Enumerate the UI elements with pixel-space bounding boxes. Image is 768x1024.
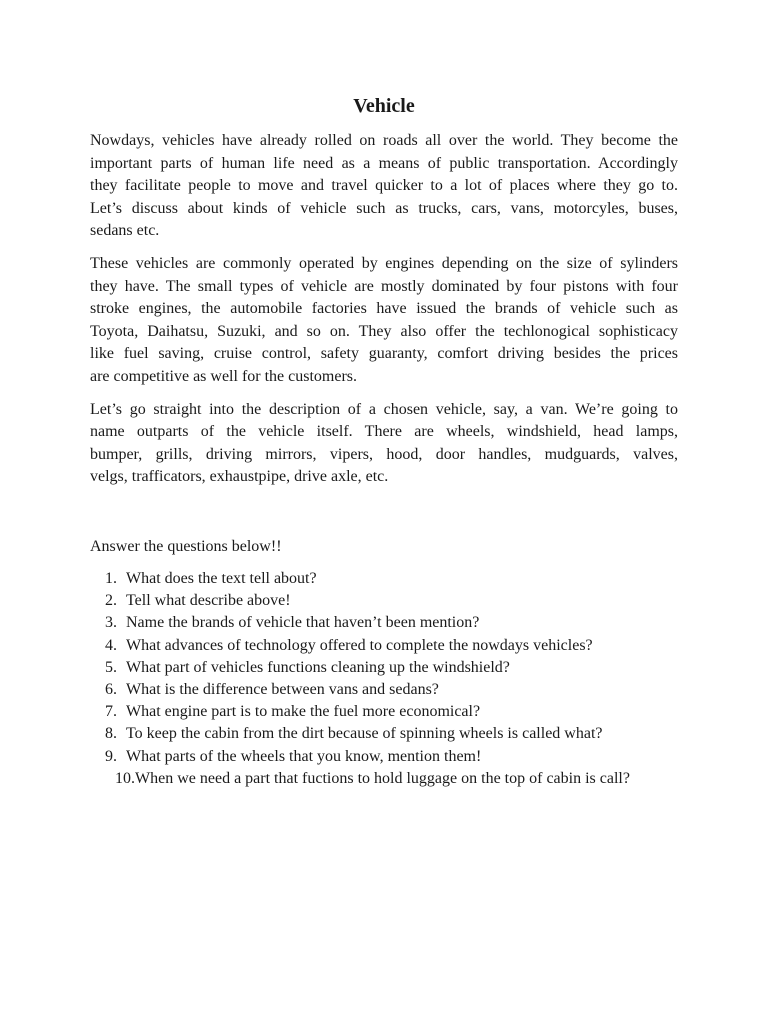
question-item <box>90 657 678 679</box>
question-text: What does the text tell about? <box>126 569 317 587</box>
paragraph-line: stroke engines, the automobile factories have issued the brands of vehicle such as <box>90 300 678 318</box>
document-title: Vehicle <box>353 95 415 117</box>
paragraph-line: are competitive as well for the customers. <box>90 367 358 385</box>
paragraph-engines <box>90 253 678 389</box>
question-text: To keep the cabin from the dirt because of spinning wheels is called what? <box>126 725 603 743</box>
paragraph-van-parts <box>90 399 678 489</box>
question-number: 6. <box>105 680 117 698</box>
questions-list <box>90 568 678 790</box>
paragraph-line: Toyota, Daihatsu, Suzuki, and so on. They also offer the techlonogical sophisticacy <box>90 322 678 340</box>
question-text: What part of vehicles functions cleaning up the windshield? <box>126 658 510 676</box>
question-item <box>90 568 678 590</box>
question-item <box>90 679 678 701</box>
question-number: 7. <box>105 703 117 721</box>
paragraph-line: Let’s go straight into the description of a chosen vehicle, say, a van. We’re going to <box>90 400 678 418</box>
question-number: 8. <box>105 725 117 743</box>
paragraph-line: sedans etc. <box>90 222 160 240</box>
paragraph-line: These vehicles are commonly operated by engines depending on the size of sylinders <box>90 254 678 272</box>
question-item <box>90 635 678 657</box>
document-page <box>90 92 678 790</box>
paragraph-intro <box>90 130 678 243</box>
question-number: 4. <box>105 636 117 654</box>
paragraph-line: they have. The small types of vehicle are mostly dominated by four pistons with four <box>90 277 678 295</box>
paragraph-line: Let’s discuss about kinds of vehicle such as trucks, cars, vans, motorcyles, buses, <box>90 199 678 217</box>
question-item <box>90 723 678 745</box>
questions-prompt: Answer the questions below!! <box>90 537 282 555</box>
question-item <box>90 612 678 634</box>
question-text: What parts of the wheels that you know, mention them! <box>126 747 482 765</box>
question-number: 10. <box>115 769 135 787</box>
paragraph-line: name outparts of the vehicle itself. There are wheels, windshield, head lamps, <box>90 423 678 441</box>
question-number: 2. <box>105 592 117 610</box>
question-text: What advances of technology offered to complete the nowdays vehicles? <box>126 636 593 654</box>
question-text: What is the difference between vans and sedans? <box>126 680 439 698</box>
question-number: 9. <box>105 747 117 765</box>
question-text: What engine part is to make the fuel more economical? <box>126 703 481 721</box>
question-item <box>90 701 678 723</box>
question-text: Tell what describe above! <box>126 592 291 610</box>
paragraph-line: they facilitate people to move and travel quicker to a lot of places where they go to. <box>90 177 678 195</box>
paragraph-line: velgs, trafficators, exhaustpipe, drive axle, etc. <box>90 468 389 486</box>
question-number: 1. <box>105 569 117 587</box>
paragraph-line: Nowdays, vehicles have already rolled on roads all over the world. They become the <box>90 132 678 149</box>
question-item <box>90 768 678 790</box>
paragraph-line: like fuel saving, cruise control, safety guaranty, comfort driving besides the prices <box>90 345 678 363</box>
paragraph-line: important parts of human life need as a means of public transportation. Accordingly <box>90 154 678 172</box>
question-number: 3. <box>105 614 117 632</box>
paragraph-line: bumper, grills, driving mirrors, vipers, hood, door handles, mudguards, valves, <box>90 445 678 463</box>
question-item <box>90 746 678 768</box>
question-number: 5. <box>105 658 117 676</box>
question-text: When we need a part that fuctions to hold luggage on the top of cabin is call? <box>135 769 630 787</box>
question-item <box>90 590 678 612</box>
question-text: Name the brands of vehicle that haven’t been mention? <box>126 614 480 632</box>
